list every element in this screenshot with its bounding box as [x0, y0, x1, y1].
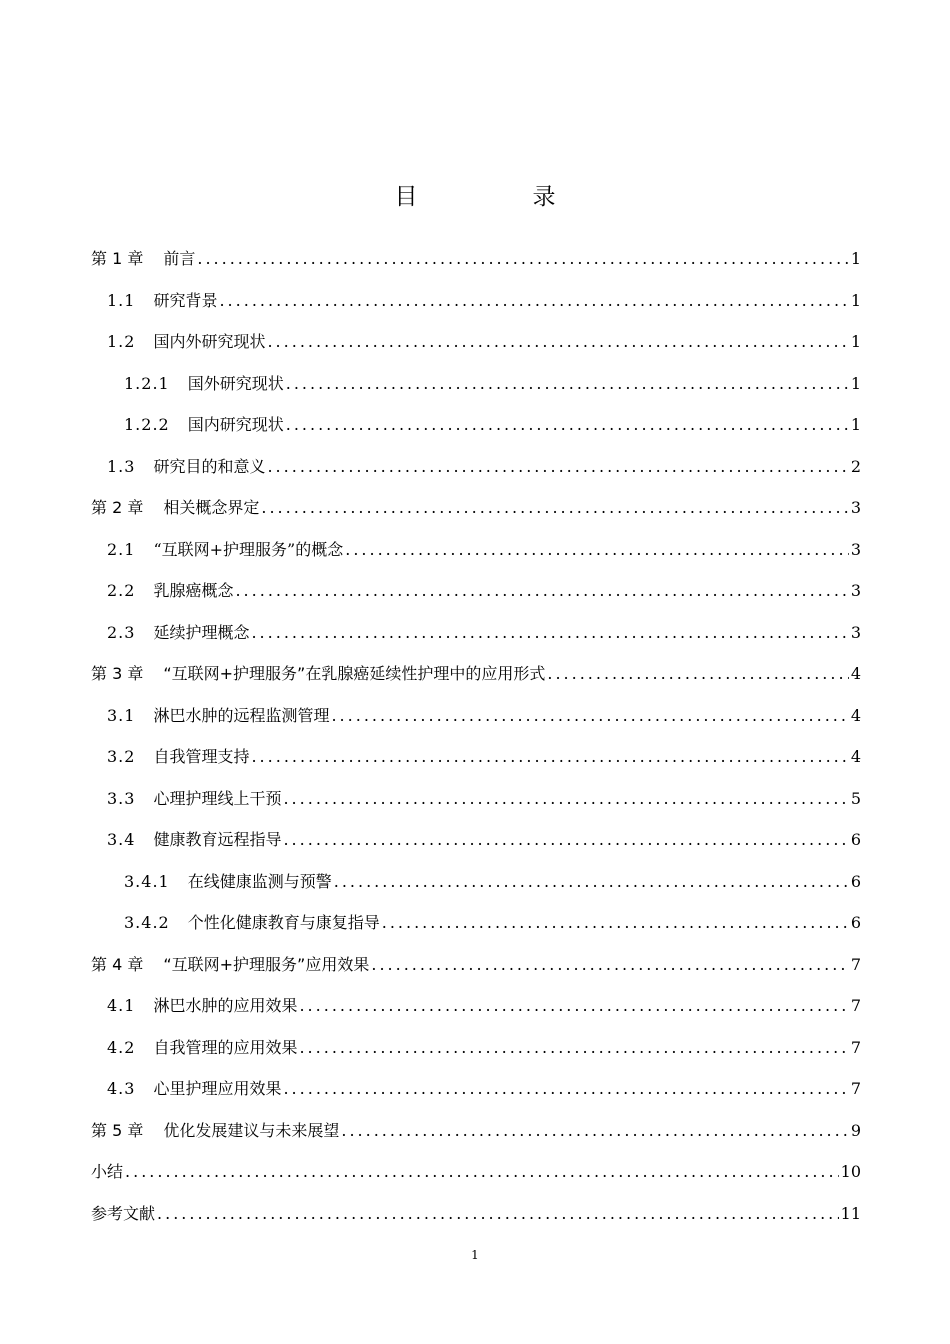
toc-dot-leader [345, 529, 849, 571]
toc-entry-number: 3.4.2 [124, 913, 170, 932]
toc-entry[interactable] [91, 612, 861, 654]
toc-entry-number: 3.3 [107, 788, 136, 808]
toc-entry-title: “互联网+护理服务”的概念 [153, 539, 344, 559]
toc-entry[interactable] [91, 280, 861, 322]
toc-entry-number: 1.3 [107, 456, 136, 476]
toc-dot-leader [547, 653, 848, 695]
toc-entry[interactable] [91, 446, 861, 488]
toc-entry-number: 3.4 [107, 830, 136, 849]
toc-dot-leader [299, 1027, 848, 1069]
toc-title: 目 录 [394, 184, 602, 210]
toc-entry-number: 第 2 章 [91, 498, 144, 517]
toc-dot-leader [125, 1151, 839, 1193]
toc-entry-page: 4 [850, 705, 861, 725]
toc-entry-number: 2.1 [107, 539, 136, 559]
toc-entry-title: 国外研究现状 [187, 373, 284, 393]
toc-dot-leader [267, 321, 848, 363]
toc-entry[interactable] [91, 363, 861, 405]
toc-dot-leader [219, 280, 848, 322]
toc-entry[interactable] [91, 321, 861, 363]
toc-entry-page: 4 [850, 664, 861, 683]
toc-entry-number: 4.2 [107, 1037, 136, 1057]
toc-entry[interactable] [91, 736, 861, 778]
toc-dot-leader [235, 570, 848, 612]
toc-entry-page: 7 [850, 1079, 861, 1098]
toc-entry-page: 1 [850, 415, 861, 434]
toc-entry[interactable] [91, 985, 861, 1027]
toc-entry-title: 优化发展建议与未来展望 [163, 1120, 340, 1140]
toc-dot-leader [286, 404, 849, 446]
toc-entry-page: 1 [850, 373, 861, 393]
toc-entry-title: 淋巴水肿的应用效果 [153, 996, 298, 1015]
toc-entry-number: 1.1 [107, 290, 136, 310]
toc-entry-title: 前言 [163, 249, 196, 268]
toc-entry[interactable] [91, 778, 861, 820]
toc-entry-title: 小结 [91, 1162, 124, 1181]
toc-entry-number: 1.2 [107, 332, 136, 351]
toc-entry-title: 自我管理支持 [153, 747, 250, 766]
toc-entry-number: 4.3 [107, 1079, 136, 1098]
toc-entry[interactable] [91, 529, 861, 571]
toc-dot-leader [157, 1193, 839, 1235]
toc-entry-page: 3 [850, 622, 861, 642]
toc-entry[interactable] [91, 404, 861, 446]
toc-entry-number: 第 3 章 [91, 664, 144, 683]
toc-dot-leader [299, 985, 848, 1027]
toc-entry[interactable] [91, 653, 861, 695]
toc-entry-page: 3 [850, 539, 861, 559]
toc-entry[interactable] [91, 1068, 861, 1110]
toc-entry-page: 1 [850, 249, 861, 268]
toc-entry-number: 3.2 [107, 747, 136, 766]
toc-entry-page: 1 [850, 290, 861, 310]
toc-entry-title: 个性化健康教育与康复指导 [187, 913, 380, 932]
toc-entry-page: 7 [850, 1037, 861, 1057]
toc-entry[interactable] [91, 819, 861, 861]
toc-entry[interactable] [91, 944, 861, 986]
toc-entry[interactable] [91, 570, 861, 612]
toc-dot-leader [251, 736, 848, 778]
toc-entry-title: 健康教育远程指导 [153, 830, 282, 849]
toc-entry-number: 2.3 [107, 622, 136, 642]
toc-entry-title: 延续护理概念 [153, 622, 250, 642]
toc-dot-leader [334, 861, 849, 903]
toc-entry[interactable] [91, 861, 861, 903]
toc-entry-page: 4 [850, 747, 861, 766]
toc-dot-leader [267, 446, 848, 488]
toc-entry-page: 3 [850, 581, 861, 600]
toc-entry-number: 1.2.1 [124, 373, 170, 393]
toc-entry-title: “互联网+护理服务”在乳腺癌延续性护理中的应用形式 [163, 664, 546, 683]
toc-entry-title: 研究目的和意义 [153, 456, 266, 476]
toc-entry-page: 9 [850, 1120, 861, 1140]
toc-entry-title: 国内研究现状 [187, 415, 284, 434]
footer-page-number: 1 [471, 1248, 479, 1262]
toc-entry-title: 心里护理应用效果 [153, 1079, 282, 1098]
toc-dot-leader [371, 944, 848, 986]
toc-entry[interactable] [91, 1110, 861, 1152]
toc-entry-number: 第 4 章 [91, 954, 144, 974]
toc-entry-page: 2 [850, 456, 861, 476]
toc-entry-page: 6 [850, 871, 861, 891]
toc-entry-title: “互联网+护理服务”应用效果 [163, 954, 370, 974]
toc-entry-page: 11 [840, 1203, 861, 1223]
toc-entry[interactable] [91, 1027, 861, 1069]
toc-entry[interactable] [91, 695, 861, 737]
toc-entry-title: 国内外研究现状 [153, 332, 266, 351]
toc-dot-leader [382, 902, 849, 944]
toc-entry[interactable] [91, 238, 861, 280]
toc-dot-leader [197, 238, 848, 280]
toc-dot-leader [283, 778, 848, 820]
toc-entry-page: 6 [850, 913, 861, 932]
toc-entry-page: 3 [850, 498, 861, 517]
toc-entry-page: 6 [850, 830, 861, 849]
toc-entry-number: 3.4.1 [124, 871, 170, 891]
toc-entry-number: 2.2 [107, 581, 136, 600]
toc-dot-leader [283, 819, 848, 861]
toc-entry-number: 第 1 章 [91, 249, 144, 268]
toc-list [91, 238, 861, 1234]
toc-entry-page: 7 [850, 954, 861, 974]
toc-entry-page: 5 [850, 788, 861, 808]
toc-entry-title: 研究背景 [153, 290, 218, 310]
toc-entry-title: 淋巴水肿的远程监测管理 [153, 705, 330, 725]
toc-entry[interactable] [91, 1151, 861, 1193]
toc-entry-number: 4.1 [107, 996, 136, 1015]
toc-entry[interactable] [91, 1193, 861, 1235]
toc-dot-leader [341, 1110, 848, 1152]
toc-entry-title: 乳腺癌概念 [153, 581, 234, 600]
toc-dot-leader [251, 612, 848, 654]
toc-entry-number: 3.1 [107, 705, 136, 725]
toc-dot-leader [286, 363, 849, 405]
toc-entry-title: 自我管理的应用效果 [153, 1037, 298, 1057]
toc-entry[interactable] [91, 487, 861, 529]
toc-entry-title: 心理护理线上干预 [153, 788, 282, 808]
toc-entry-number: 1.2.2 [124, 415, 170, 434]
toc-dot-leader [331, 695, 848, 737]
toc-entry-page: 10 [840, 1162, 861, 1181]
toc-entry-page: 7 [850, 996, 861, 1015]
toc-entry-number: 第 5 章 [91, 1120, 144, 1140]
toc-entry[interactable] [91, 902, 861, 944]
toc-dot-leader [261, 487, 848, 529]
toc-entry-page: 1 [850, 332, 861, 351]
toc-entry-title: 在线健康监测与预警 [187, 871, 332, 891]
toc-entry-title: 相关概念界定 [163, 498, 260, 517]
toc-dot-leader [283, 1068, 848, 1110]
toc-entry-title: 参考文献 [91, 1203, 156, 1223]
